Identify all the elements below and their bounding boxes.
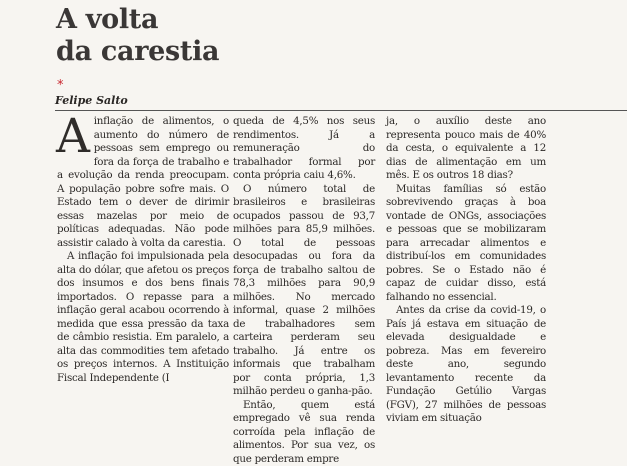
article-column-3 — [386, 115, 546, 426]
paragraph: queda de 4,5% nos seus rendimentos. Já a remuneração do trabalhador formal por conta própria caiu 4,6%. — [233, 115, 375, 183]
drop-cap: A — [56, 115, 90, 156]
paragraph: Então, quem está empregado vê sua renda corroída pela inflação de alimentos. Por sua vez, os que perderam empre — [233, 399, 375, 466]
headline-line-1: A volta — [56, 4, 219, 36]
ornament-asterisk: * — [57, 79, 64, 92]
article-headline — [56, 4, 219, 68]
paragraph: Muitas famílias só estão sobrevivendo graças à boa vontade de ONGs, associações e pessoas que se mobilizaram para arrecadar alimentos e distribuí-los em comunidades pobres. Se o Estado não é capaz de cuidar disso, está falhando no essencial. — [386, 183, 546, 305]
headline-line-2: da carestia — [56, 36, 219, 68]
paragraph: ja, o auxílio deste ano representa pouco mais de 40% da cesta, o equivalente a 12 dias de alimentação em um mês. E os outros 18 dias? — [386, 115, 546, 183]
paragraph: A inflação foi impulsionada pela alta do dólar, que afetou os preços dos insumos e dos bens finais importados. O repasse para a inflação geral acabou ocorrendo à medida que essa pressão da taxa de câmbio resistia. Em paralelo, a alta das commodities tem afetado os preços internos. A Instituição Fiscal Independente (I — [57, 250, 229, 385]
paragraph — [57, 115, 229, 250]
paragraph: Antes da crise da covid-19, o País já estava em situação de elevada desigualdade e pobreza. Mas em fevereiro deste ano, segundo levantamento recente da Fundação Getúlio Vargas (FGV), 27 milhões de pessoas viviam em situação — [386, 304, 546, 426]
article-column-1 — [57, 115, 229, 385]
byline-divider — [55, 110, 627, 111]
article-column-2 — [233, 115, 375, 466]
paragraph: O número total de brasileiros e brasileiras ocupados passou de 93,7 milhões para 85,9 milhões. O total de pessoas desocupadas ou fora da força de trabalho saltou de 78,3 milhões para 90,9 milhões. No mercado informal, quase 2 milhões de trabalhadores sem carteira perderam seu trabalho. Já entre os informais que trabalham por conta própria, 1,3 milhão perdeu o ganha-pão. — [233, 183, 375, 399]
author-byline: Felipe Salto — [55, 94, 128, 107]
paragraph-text: inflação de alimentos, o aumento do número de pessoas sem emprego ou fora da força de trabalho e a evolução da renda preocupam. A população pobre sofre mais. O Estado tem o dever de dirimir essas mazelas por meio de políticas adequadas. Não pode assistir calado à volta da carestia. — [57, 115, 229, 249]
